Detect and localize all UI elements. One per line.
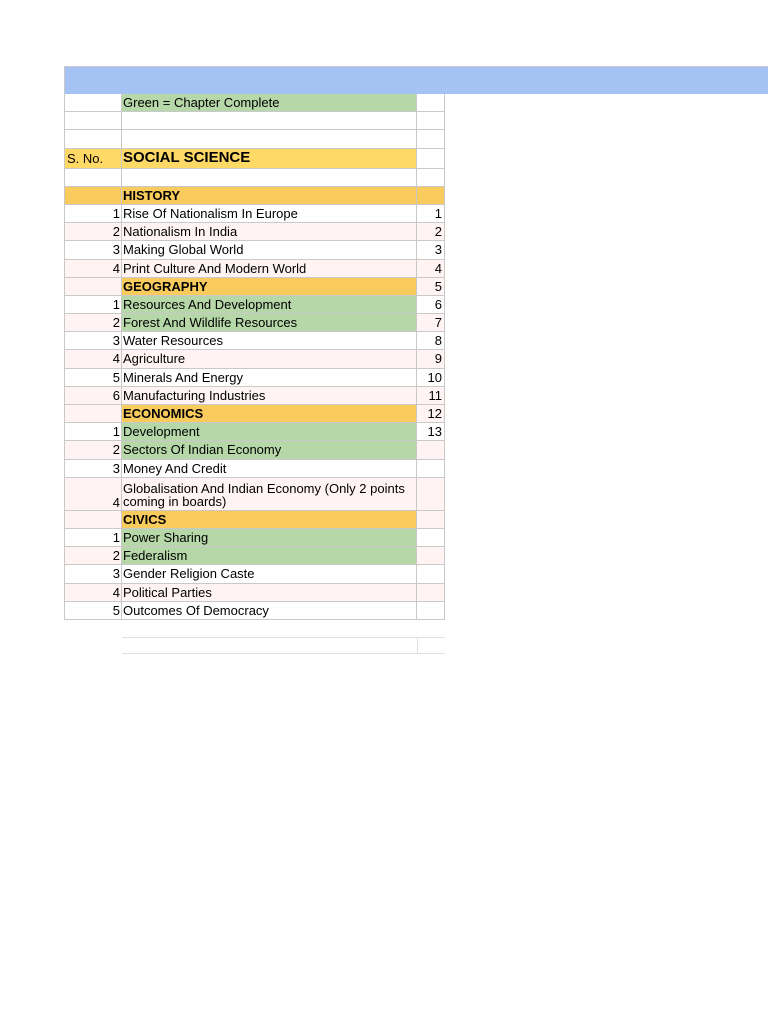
chapter-number[interactable]: 1 <box>64 529 122 547</box>
chapter-number[interactable]: 2 <box>64 441 122 459</box>
cell-empty[interactable] <box>64 112 122 130</box>
chapter-title[interactable]: Agriculture <box>122 350 417 368</box>
section-name[interactable]: CIVICS <box>122 511 417 529</box>
chapter-title[interactable]: Nationalism In India <box>122 223 417 241</box>
chapter-index[interactable]: 8 <box>417 332 445 350</box>
chapter-row <box>64 602 445 620</box>
chapter-title[interactable]: Manufacturing Industries <box>122 387 417 405</box>
cell-empty[interactable] <box>64 169 122 187</box>
section-row-civics <box>64 511 445 529</box>
chapter-index[interactable]: 6 <box>417 296 445 314</box>
chapter-number[interactable]: 4 <box>64 260 122 278</box>
cell-empty[interactable] <box>417 149 445 169</box>
chapter-row <box>64 332 445 350</box>
chapter-row <box>64 314 445 332</box>
section-index[interactable] <box>417 511 445 529</box>
chapter-row <box>64 387 445 405</box>
title-row <box>64 149 445 169</box>
cell-empty[interactable] <box>417 94 445 112</box>
chapter-row <box>64 441 445 459</box>
chapter-number[interactable]: 3 <box>64 460 122 478</box>
section-sno[interactable] <box>64 511 122 529</box>
chapter-title[interactable]: Print Culture And Modern World <box>122 260 417 278</box>
chapter-title[interactable]: Outcomes Of Democracy <box>122 602 417 620</box>
chapter-title[interactable]: Forest And Wildlife Resources <box>122 314 417 332</box>
section-row-economics <box>64 405 445 423</box>
chapter-row <box>64 584 445 602</box>
chapter-index[interactable] <box>417 565 445 583</box>
empty-row <box>64 169 445 187</box>
chapter-row <box>64 529 445 547</box>
chapter-title[interactable]: Making Global World <box>122 241 417 259</box>
cell-empty[interactable] <box>417 130 445 148</box>
chapter-index[interactable]: 3 <box>417 241 445 259</box>
chapter-number[interactable]: 1 <box>64 296 122 314</box>
chapter-number[interactable]: 5 <box>64 369 122 387</box>
legend-cell[interactable]: Green = Chapter Complete <box>122 94 417 112</box>
chapter-title[interactable]: Money And Credit <box>122 460 417 478</box>
chapter-row <box>64 423 445 441</box>
chapter-title[interactable]: Federalism <box>122 547 417 565</box>
chapter-index[interactable]: 10 <box>417 369 445 387</box>
chapter-index[interactable]: 11 <box>417 387 445 405</box>
chapter-title[interactable]: Water Resources <box>122 332 417 350</box>
cell-empty[interactable] <box>122 130 417 148</box>
section-row-history <box>64 187 445 205</box>
chapter-number[interactable]: 3 <box>64 332 122 350</box>
grid-line <box>122 653 445 654</box>
chapter-row <box>64 350 445 368</box>
chapter-number[interactable]: 2 <box>64 314 122 332</box>
chapter-index[interactable] <box>417 584 445 602</box>
chapter-title[interactable]: Power Sharing <box>122 529 417 547</box>
subject-title[interactable]: SOCIAL SCIENCE <box>122 149 417 169</box>
section-index[interactable] <box>417 187 445 205</box>
header-bar <box>64 66 768 94</box>
chapter-number[interactable]: 6 <box>64 387 122 405</box>
chapter-number[interactable]: 3 <box>64 241 122 259</box>
chapter-title[interactable]: Rise Of Nationalism In Europe <box>122 205 417 223</box>
chapter-title[interactable]: Resources And Development <box>122 296 417 314</box>
grid-line <box>417 637 418 654</box>
chapter-row <box>64 547 445 565</box>
chapter-index[interactable]: 1 <box>417 205 445 223</box>
cell-empty[interactable] <box>64 94 122 112</box>
chapter-index[interactable] <box>417 529 445 547</box>
chapter-row <box>64 565 445 583</box>
chapter-index[interactable]: 7 <box>417 314 445 332</box>
section-index[interactable]: 12 <box>417 405 445 423</box>
cell-empty[interactable] <box>417 169 445 187</box>
chapter-index[interactable]: 13 <box>417 423 445 441</box>
chapter-row <box>64 205 445 223</box>
section-sno[interactable] <box>64 405 122 423</box>
empty-row <box>64 130 445 148</box>
chapter-index[interactable] <box>417 547 445 565</box>
chapter-index[interactable]: 4 <box>417 260 445 278</box>
cell-empty[interactable] <box>122 169 417 187</box>
empty-row <box>64 112 445 130</box>
sno-header[interactable]: S. No. <box>64 149 122 169</box>
chapter-number[interactable]: 4 <box>64 478 122 511</box>
chapter-title[interactable]: Globalisation And Indian Economy (Only 2 points coming in boards) <box>122 478 417 511</box>
cell-empty[interactable] <box>122 112 417 130</box>
chapter-number[interactable]: 4 <box>64 584 122 602</box>
chapter-row <box>64 296 445 314</box>
section-index[interactable]: 5 <box>417 278 445 296</box>
chapter-list <box>64 187 445 620</box>
chapter-row <box>64 369 445 387</box>
chapter-number[interactable]: 1 <box>64 205 122 223</box>
section-sno[interactable] <box>64 187 122 205</box>
cell-empty[interactable] <box>64 130 122 148</box>
section-name[interactable]: GEOGRAPHY <box>122 278 417 296</box>
chapter-title[interactable]: Sectors Of Indian Economy <box>122 441 417 459</box>
chapter-number[interactable]: 1 <box>64 423 122 441</box>
chapter-index[interactable] <box>417 460 445 478</box>
chapter-number[interactable]: 4 <box>64 350 122 368</box>
section-row-geography <box>64 278 445 296</box>
legend-row <box>64 94 445 112</box>
chapter-title[interactable]: Gender Religion Caste <box>122 565 417 583</box>
chapter-index[interactable]: 9 <box>417 350 445 368</box>
grid-line <box>122 637 445 638</box>
chapter-title[interactable]: Minerals And Energy <box>122 369 417 387</box>
chapter-row <box>64 223 445 241</box>
chapter-number[interactable]: 5 <box>64 602 122 620</box>
chapter-index[interactable] <box>417 441 445 459</box>
chapter-index[interactable] <box>417 602 445 620</box>
chapter-row <box>64 478 445 511</box>
chapter-title[interactable]: Development <box>122 423 417 441</box>
chapter-number[interactable]: 3 <box>64 565 122 583</box>
section-name[interactable]: HISTORY <box>122 187 417 205</box>
chapter-number[interactable]: 2 <box>64 547 122 565</box>
section-name[interactable]: ECONOMICS <box>122 405 417 423</box>
chapter-index[interactable] <box>417 478 445 511</box>
spreadsheet-grid <box>64 94 445 620</box>
chapter-row <box>64 260 445 278</box>
chapter-title[interactable]: Political Parties <box>122 584 417 602</box>
section-sno[interactable] <box>64 278 122 296</box>
chapter-row <box>64 241 445 259</box>
chapter-number[interactable]: 2 <box>64 223 122 241</box>
chapter-index[interactable]: 2 <box>417 223 445 241</box>
cell-empty[interactable] <box>417 112 445 130</box>
chapter-row <box>64 460 445 478</box>
